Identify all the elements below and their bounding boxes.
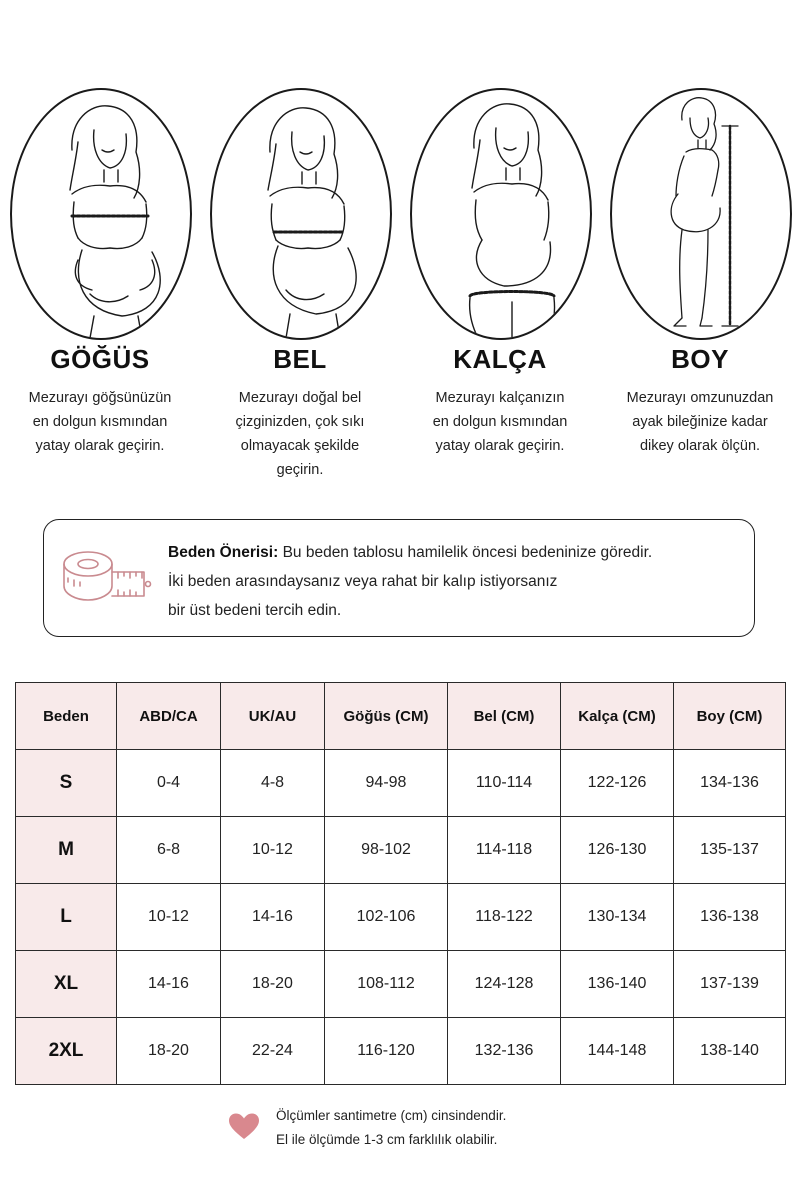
footer-line-1: Ölçümler santimetre (cm) cinsindendir. (276, 1108, 507, 1123)
header-uk-au: UK/AU (221, 683, 325, 750)
table-header-row (16, 683, 786, 750)
size-cell: L (16, 884, 117, 951)
measure-description (14, 386, 186, 458)
heart-icon (228, 1112, 260, 1140)
header-chest: Göğüs (CM) (325, 683, 448, 750)
table-cell: 114-118 (448, 817, 561, 884)
footer-note (228, 1104, 648, 1154)
table-cell: 4-8 (221, 750, 325, 817)
table-cell: 22-24 (221, 1018, 325, 1085)
measure-title: BEL (273, 344, 327, 374)
desc-line: olmayacak şekilde (240, 438, 360, 454)
header-hip: Kalça (CM) (561, 683, 674, 750)
size-recommendation-note (43, 519, 755, 637)
measure-title: GÖĞÜS (50, 344, 150, 374)
measure-description (414, 386, 586, 458)
table-cell: 0-4 (117, 750, 221, 817)
table-cell: 124-128 (448, 951, 561, 1018)
table-cell: 14-16 (117, 951, 221, 1018)
header-height: Boy (CM) (674, 683, 786, 750)
measurement-guide (0, 88, 800, 488)
table-cell: 116-120 (325, 1018, 448, 1085)
waist-measure-illustration (210, 88, 392, 340)
size-cell: 2XL (16, 1018, 117, 1085)
header-waist: Bel (CM) (448, 683, 561, 750)
size-cell: M (16, 817, 117, 884)
table-cell: 118-122 (448, 884, 561, 951)
table-cell: 137-139 (674, 951, 786, 1018)
header-us-ca: ABD/CA (117, 683, 221, 750)
table-cell: 122-126 (561, 750, 674, 817)
table-cell: 10-12 (117, 884, 221, 951)
desc-line: Mezurayı omzunuzdan (626, 390, 774, 406)
table-cell: 132-136 (448, 1018, 561, 1085)
table-cell: 18-20 (117, 1018, 221, 1085)
note-line-text: Bu beden tablosu hamilelik öncesi bedeninize göredir. (282, 544, 653, 561)
measure-height (600, 88, 800, 488)
table-row (16, 750, 786, 817)
table-cell: 102-106 (325, 884, 448, 951)
size-cell: S (16, 750, 117, 817)
note-line-3: bir üst bedeni tercih edin. (168, 602, 342, 619)
desc-line: çizginizden, çok sıkı (235, 414, 365, 430)
desc-line: geçirin. (276, 462, 324, 478)
header-size: Beden (16, 683, 117, 750)
chest-measure-illustration (10, 88, 192, 340)
footer-text (276, 1104, 506, 1152)
size-chart-table (15, 682, 786, 1085)
table-cell: 98-102 (325, 817, 448, 884)
note-text (168, 538, 748, 625)
table-row (16, 817, 786, 884)
measure-chest (0, 88, 200, 488)
desc-line: Mezurayı göğsünüzün (28, 390, 172, 406)
table-cell: 18-20 (221, 951, 325, 1018)
measure-waist (200, 88, 400, 488)
desc-line: ayak bileğinize kadar (632, 414, 768, 430)
desc-line: en dolgun kısmından (32, 414, 168, 430)
table-cell: 136-138 (674, 884, 786, 951)
table-row (16, 951, 786, 1018)
table-cell: 130-134 (561, 884, 674, 951)
table-cell: 136-140 (561, 951, 674, 1018)
measure-description (614, 386, 786, 458)
desc-line: Mezurayı kalçanızın (435, 390, 565, 406)
hip-measure-illustration (410, 88, 592, 340)
table-cell: 94-98 (325, 750, 448, 817)
measure-title: BOY (671, 344, 729, 374)
measure-title: KALÇA (453, 344, 547, 374)
table-cell: 108-112 (325, 951, 448, 1018)
note-line-2: İki beden arasındaysanız veya rahat bir kalıp istiyorsanız (168, 573, 558, 590)
desc-line: yatay olarak geçirin. (35, 438, 165, 454)
footer-line-2: El ile ölçümde 1-3 cm farklılık olabilir. (276, 1132, 498, 1147)
table-cell: 10-12 (221, 817, 325, 884)
table-row (16, 1018, 786, 1085)
table-cell: 14-16 (221, 884, 325, 951)
table-row (16, 884, 786, 951)
table-cell: 138-140 (674, 1018, 786, 1085)
size-cell: XL (16, 951, 117, 1018)
note-line-1 (168, 538, 748, 567)
table-cell: 134-136 (674, 750, 786, 817)
desc-line: Mezurayı doğal bel (238, 390, 362, 406)
height-measure-illustration (610, 88, 792, 340)
desc-line: yatay olarak geçirin. (435, 438, 565, 454)
table-cell: 126-130 (561, 817, 674, 884)
table-cell: 110-114 (448, 750, 561, 817)
measuring-tape-icon (58, 542, 154, 614)
table-cell: 144-148 (561, 1018, 674, 1085)
measure-hip (400, 88, 600, 488)
table-cell: 135-137 (674, 817, 786, 884)
desc-line: dikey olarak ölçün. (639, 438, 761, 454)
table-cell: 6-8 (117, 817, 221, 884)
measure-description (214, 386, 386, 482)
note-label: Beden Önerisi: (168, 544, 279, 561)
desc-line: en dolgun kısmından (432, 414, 568, 430)
